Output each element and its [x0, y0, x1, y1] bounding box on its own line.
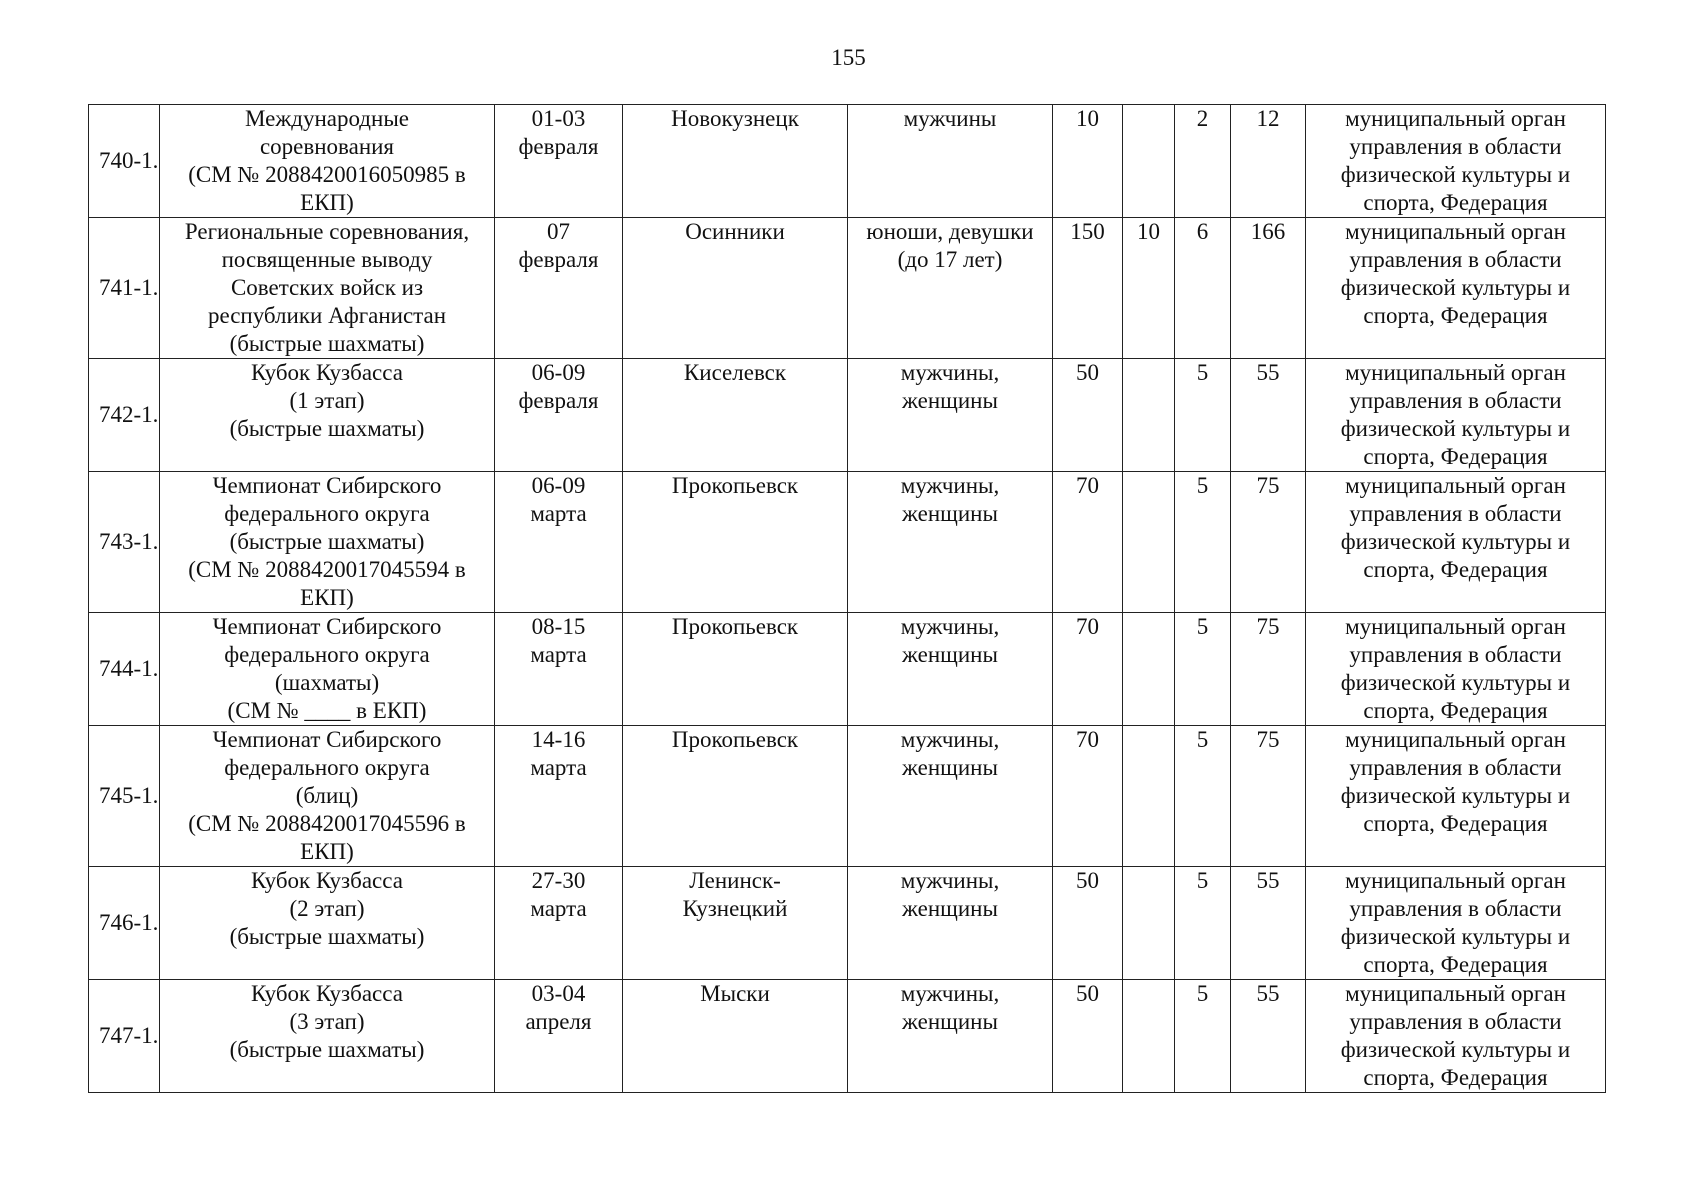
- row-number: 741-1.: [89, 218, 160, 359]
- event-dates-line: марта: [530, 642, 587, 667]
- participant-category: [848, 613, 1053, 726]
- count-judges: 5: [1175, 472, 1231, 613]
- organizer-line: спорта, Федерация: [1363, 811, 1548, 836]
- count-total: 75: [1231, 613, 1306, 726]
- event-name: [160, 613, 495, 726]
- event-name-line: (1 этап): [289, 388, 365, 413]
- organizer-line: физической культуры и: [1340, 162, 1571, 187]
- event-city-line: Прокопьевск: [671, 473, 799, 498]
- event-name-line: (быстрые шахматы): [229, 924, 425, 949]
- organizer-line: физической культуры и: [1340, 416, 1571, 441]
- table-row: [89, 726, 1606, 867]
- row-number: 742-1.: [89, 359, 160, 472]
- row-number: 747-1.: [89, 980, 160, 1093]
- event-name-line: федерального округа: [224, 501, 430, 526]
- event-city-line: Новокузнецк: [671, 106, 799, 131]
- event-name-line: (СМ № 2088420016050985 в: [188, 162, 466, 187]
- event-name: [160, 218, 495, 359]
- organizer: [1306, 613, 1606, 726]
- organizer-line: управления в области: [1349, 1009, 1562, 1034]
- events-table: [88, 104, 1606, 1093]
- participant-category: [848, 980, 1053, 1093]
- organizer-line: спорта, Федерация: [1363, 952, 1548, 977]
- event-city: [623, 980, 848, 1093]
- count-coaches: [1123, 980, 1175, 1093]
- organizer-line: физической культуры и: [1340, 783, 1571, 808]
- organizer-line: муниципальный орган: [1345, 360, 1566, 385]
- participant-category: [848, 472, 1053, 613]
- organizer-line: управления в области: [1349, 388, 1562, 413]
- event-name-line: Чемпионат Сибирского: [212, 727, 442, 752]
- event-city-line: Киселевск: [683, 360, 787, 385]
- participant-category-line: мужчины,: [900, 360, 1000, 385]
- event-city: [623, 472, 848, 613]
- participant-category: [848, 867, 1053, 980]
- count-participants: 70: [1053, 472, 1123, 613]
- event-city-line: Прокопьевск: [671, 614, 799, 639]
- event-name-line: Кубок Кузбасса: [251, 360, 403, 385]
- event-dates: [495, 726, 623, 867]
- count-participants: 50: [1053, 980, 1123, 1093]
- event-city: [623, 359, 848, 472]
- organizer: [1306, 980, 1606, 1093]
- organizer-line: муниципальный орган: [1345, 727, 1566, 752]
- organizer-line: физической культуры и: [1340, 1037, 1571, 1062]
- event-name-line: республики Афганистан: [207, 303, 447, 328]
- event-city-line: Осинники: [685, 219, 785, 244]
- count-participants: 150: [1053, 218, 1123, 359]
- event-dates-line: 08-15: [531, 614, 586, 639]
- event-name-line: (быстрые шахматы): [229, 416, 425, 441]
- table-row: [89, 105, 1606, 218]
- event-name-line: посвященные выводу: [221, 247, 433, 272]
- count-total: 75: [1231, 726, 1306, 867]
- event-name-line: ЕКП): [300, 839, 354, 864]
- event-dates-line: апреля: [525, 1009, 592, 1034]
- organizer-line: спорта, Федерация: [1363, 698, 1548, 723]
- organizer: [1306, 867, 1606, 980]
- event-city: [623, 218, 848, 359]
- table-row: [89, 867, 1606, 980]
- event-name-line: Кубок Кузбасса: [251, 868, 403, 893]
- count-coaches: [1123, 105, 1175, 218]
- count-judges: 2: [1175, 105, 1231, 218]
- participant-category-line: женщины: [902, 388, 998, 413]
- organizer-line: физической культуры и: [1340, 529, 1571, 554]
- event-dates-line: 03-04: [531, 981, 586, 1006]
- event-dates-line: 14-16: [531, 727, 586, 752]
- event-city-line: Мыски: [700, 981, 770, 1006]
- count-coaches: [1123, 472, 1175, 613]
- event-name: [160, 980, 495, 1093]
- event-dates-line: марта: [530, 755, 587, 780]
- participant-category-line: мужчины,: [900, 473, 1000, 498]
- event-dates-line: 06-09: [531, 360, 586, 385]
- event-name-line: федерального округа: [224, 642, 430, 667]
- event-name: [160, 867, 495, 980]
- event-name-line: Региональные соревнования,: [184, 219, 470, 244]
- count-participants: 50: [1053, 867, 1123, 980]
- event-city: [623, 105, 848, 218]
- event-name-line: ЕКП): [300, 585, 354, 610]
- participant-category-line: юноши, девушки: [866, 219, 1034, 244]
- event-dates-line: марта: [530, 501, 587, 526]
- count-participants: 70: [1053, 726, 1123, 867]
- row-number: 743-1.: [89, 472, 160, 613]
- organizer-line: муниципальный орган: [1345, 473, 1566, 498]
- organizer-line: спорта, Федерация: [1363, 444, 1548, 469]
- organizer: [1306, 359, 1606, 472]
- count-judges: 5: [1175, 359, 1231, 472]
- participant-category-line: женщины: [902, 896, 998, 921]
- organizer: [1306, 105, 1606, 218]
- participant-category: [848, 726, 1053, 867]
- event-dates-line: 01-03: [531, 106, 586, 131]
- row-number: 746-1.: [89, 867, 160, 980]
- event-dates-line: 07: [547, 219, 570, 244]
- organizer-line: спорта, Федерация: [1363, 190, 1548, 215]
- organizer-line: управления в области: [1349, 501, 1562, 526]
- organizer-line: управления в области: [1349, 134, 1562, 159]
- organizer-line: муниципальный орган: [1345, 614, 1566, 639]
- organizer-line: физической культуры и: [1340, 275, 1571, 300]
- row-number: 744-1.: [89, 613, 160, 726]
- event-city-line: Прокопьевск: [671, 727, 799, 752]
- event-dates-line: февраля: [518, 388, 599, 413]
- count-judges: 6: [1175, 218, 1231, 359]
- event-name-line: (СМ № ____ в ЕКП): [227, 698, 427, 723]
- participant-category-line: женщины: [902, 642, 998, 667]
- event-name-line: Чемпионат Сибирского: [212, 473, 442, 498]
- count-total: 55: [1231, 867, 1306, 980]
- participant-category-line: женщины: [902, 755, 998, 780]
- event-dates: [495, 105, 623, 218]
- event-city: [623, 726, 848, 867]
- event-dates-line: марта: [530, 896, 587, 921]
- count-coaches: [1123, 359, 1175, 472]
- event-name-line: федерального округа: [224, 755, 430, 780]
- count-total: 75: [1231, 472, 1306, 613]
- event-dates: [495, 359, 623, 472]
- event-name-line: (быстрые шахматы): [229, 1037, 425, 1062]
- event-dates: [495, 867, 623, 980]
- event-name-line: (СМ № 2088420017045594 в: [188, 557, 466, 582]
- count-participants: 50: [1053, 359, 1123, 472]
- table-row: [89, 613, 1606, 726]
- count-judges: 5: [1175, 867, 1231, 980]
- organizer-line: управления в области: [1349, 642, 1562, 667]
- organizer: [1306, 218, 1606, 359]
- event-name-line: Международные: [245, 106, 409, 131]
- participant-category-line: мужчины,: [900, 614, 1000, 639]
- count-judges: 5: [1175, 726, 1231, 867]
- participant-category-line: женщины: [902, 501, 998, 526]
- organizer-line: спорта, Федерация: [1363, 1065, 1548, 1090]
- event-name-line: Чемпионат Сибирского: [212, 614, 442, 639]
- event-name: [160, 105, 495, 218]
- event-dates-line: 27-30: [531, 868, 586, 893]
- participant-category-line: женщины: [902, 1009, 998, 1034]
- organizer-line: управления в области: [1349, 755, 1562, 780]
- event-name-line: (блиц): [295, 783, 359, 808]
- organizer-line: управления в области: [1349, 896, 1562, 921]
- count-coaches: [1123, 726, 1175, 867]
- organizer-line: спорта, Федерация: [1363, 557, 1548, 582]
- count-judges: 5: [1175, 613, 1231, 726]
- table-row: [89, 472, 1606, 613]
- event-city-line: Ленинск-: [689, 868, 781, 893]
- page-number: 155: [831, 45, 866, 70]
- participant-category: [848, 105, 1053, 218]
- organizer: [1306, 472, 1606, 613]
- count-total: 12: [1231, 105, 1306, 218]
- event-dates-line: февраля: [518, 247, 599, 272]
- organizer-line: муниципальный орган: [1345, 981, 1566, 1006]
- event-name-line: (2 этап): [289, 896, 365, 921]
- event-city-line: Кузнецкий: [682, 896, 788, 921]
- count-coaches: 10: [1123, 218, 1175, 359]
- event-name-line: (быстрые шахматы): [229, 331, 425, 356]
- organizer: [1306, 726, 1606, 867]
- count-participants: 70: [1053, 613, 1123, 726]
- event-name: [160, 726, 495, 867]
- count-judges: 5: [1175, 980, 1231, 1093]
- organizer-line: физической культуры и: [1340, 670, 1571, 695]
- event-city: [623, 613, 848, 726]
- organizer-line: муниципальный орган: [1345, 868, 1566, 893]
- participant-category-line: мужчины,: [900, 981, 1000, 1006]
- event-name-line: Советских войск из: [230, 275, 424, 300]
- organizer-line: муниципальный орган: [1345, 106, 1566, 131]
- participant-category-line: (до 17 лет): [897, 247, 1003, 272]
- table-row: [89, 359, 1606, 472]
- event-dates: [495, 613, 623, 726]
- participant-category-line: мужчины: [903, 106, 997, 131]
- count-participants: 10: [1053, 105, 1123, 218]
- event-dates: [495, 218, 623, 359]
- participant-category: [848, 218, 1053, 359]
- event-name-line: Кубок Кузбасса: [251, 981, 403, 1006]
- event-name: [160, 359, 495, 472]
- event-name: [160, 472, 495, 613]
- event-dates-line: февраля: [518, 134, 599, 159]
- event-city: [623, 867, 848, 980]
- participant-category-line: мужчины,: [900, 868, 1000, 893]
- table-row: [89, 980, 1606, 1093]
- event-dates-line: 06-09: [531, 473, 586, 498]
- event-name-line: соревнования: [259, 134, 395, 159]
- row-number: 745-1.: [89, 726, 160, 867]
- event-name-line: ЕКП): [300, 190, 354, 215]
- participant-category-line: мужчины,: [900, 727, 1000, 752]
- participant-category: [848, 359, 1053, 472]
- organizer-line: физической культуры и: [1340, 924, 1571, 949]
- event-dates: [495, 472, 623, 613]
- organizer-line: спорта, Федерация: [1363, 303, 1548, 328]
- count-total: 55: [1231, 359, 1306, 472]
- event-dates: [495, 980, 623, 1093]
- count-coaches: [1123, 867, 1175, 980]
- organizer-line: муниципальный орган: [1345, 219, 1566, 244]
- event-name-line: (3 этап): [289, 1009, 365, 1034]
- count-coaches: [1123, 613, 1175, 726]
- event-name-line: (шахматы): [274, 670, 380, 695]
- row-number: 740-1.: [89, 105, 160, 218]
- count-total: 55: [1231, 980, 1306, 1093]
- table-row: [89, 218, 1606, 359]
- count-total: 166: [1231, 218, 1306, 359]
- event-name-line: (быстрые шахматы): [229, 529, 425, 554]
- organizer-line: управления в области: [1349, 247, 1562, 272]
- event-name-line: (СМ № 2088420017045596 в: [188, 811, 466, 836]
